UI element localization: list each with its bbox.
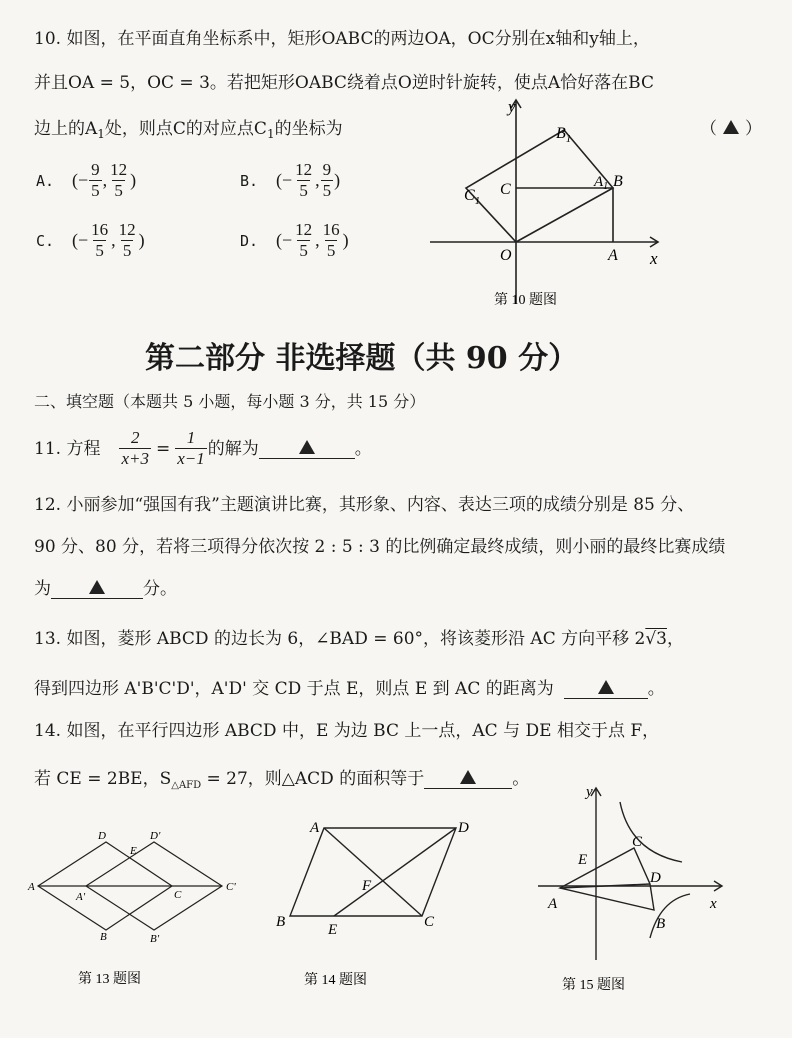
option-sign: (− xyxy=(276,170,293,190)
q12-line1: 12. 小丽参加“强国有我”主题演讲比赛，其形象、内容、表达三项的成绩分别是 85 分、 xyxy=(34,495,695,515)
fraction xyxy=(175,428,207,469)
option-close: ) xyxy=(130,170,137,190)
label-b2: B' xyxy=(150,933,160,945)
paren-open: （ xyxy=(700,119,717,139)
q11 xyxy=(34,428,372,469)
option-close: ) xyxy=(342,230,349,250)
denominator: 5 xyxy=(299,241,308,260)
label-e: E xyxy=(578,852,588,868)
option-sign: (− xyxy=(72,230,89,250)
label-b: B xyxy=(656,916,666,932)
q14-line1: 14. 如图，在平行四边形 ABCD 中，E 为边 BC 上一点，AC 与 DE 相交于点 F， xyxy=(34,721,660,741)
label-y: y xyxy=(508,97,516,116)
q11-suffix: 的解为 xyxy=(207,438,259,459)
option-label: A. xyxy=(36,171,55,190)
label-a1 xyxy=(593,174,608,192)
label-e: E xyxy=(130,845,137,857)
label-c1-sub: 1 xyxy=(474,195,481,207)
figure-10 xyxy=(430,92,670,314)
label-c: C xyxy=(632,834,643,850)
option-close: ) xyxy=(138,230,145,250)
q13-end: 。 xyxy=(647,679,665,699)
fraction xyxy=(321,220,342,261)
q14-text-a: 若 CE = 2BE，S xyxy=(34,769,172,789)
option-label: B. xyxy=(240,171,259,190)
q10-option-a xyxy=(36,160,136,201)
label-x: x xyxy=(650,249,658,268)
label-d: D xyxy=(458,820,469,836)
figure-15-caption: 第 15 题图 xyxy=(562,978,625,993)
q10-answer-paren xyxy=(700,118,762,140)
answer-blank[interactable] xyxy=(259,438,355,459)
fraction xyxy=(293,220,314,261)
label-c: C xyxy=(174,889,182,901)
q10-line2: 并且OA = 5，OC = 3。若把矩形OABC绕着点O逆时针旋转，使点A恰好落在BC xyxy=(34,73,654,93)
q12-prefix: 为 xyxy=(34,579,51,599)
q10-text-b: 处，则点C的对应点C xyxy=(104,119,267,139)
figure-14 xyxy=(270,816,480,996)
label-a1-main: A xyxy=(594,174,604,190)
option-sep: , xyxy=(315,170,320,190)
numerator: 2 xyxy=(130,428,140,447)
q13-line2 xyxy=(34,678,665,700)
segment-ac xyxy=(324,828,422,916)
q10-sub: 1 xyxy=(97,127,105,141)
q10-option-d xyxy=(240,220,349,261)
option-sep: , xyxy=(315,230,320,250)
q14-sub: △AFD xyxy=(171,780,202,791)
q11-end: 。 xyxy=(354,438,372,459)
figure-10-caption: 第 10 题图 xyxy=(494,293,557,308)
label-b: B xyxy=(613,173,623,190)
q11-prefix: 11. 方程 xyxy=(34,438,101,459)
numerator: 16 xyxy=(91,220,109,239)
figure-13-caption: 第 13 题图 xyxy=(78,972,141,987)
label-c: C xyxy=(424,914,435,930)
answer-blank[interactable] xyxy=(564,678,648,699)
denominator: 5 xyxy=(95,241,104,260)
label-c2: C' xyxy=(226,881,236,893)
denominator: x−1 xyxy=(177,449,205,468)
q13-comma: ， xyxy=(666,629,684,649)
numerator: 12 xyxy=(118,220,136,239)
option-sep: , xyxy=(102,170,108,190)
label-a: A xyxy=(28,881,35,893)
denominator: 5 xyxy=(322,181,332,200)
q10-option-b xyxy=(240,160,340,201)
section2-heading: 二、填空题（本题共 5 小题，每小题 3 分，共 15 分） xyxy=(34,392,426,411)
label-f: F xyxy=(362,878,372,894)
fraction xyxy=(89,220,110,261)
denominator: 5 xyxy=(122,241,132,260)
label-d: D xyxy=(650,870,661,886)
q12-line3 xyxy=(34,578,177,600)
option-sign: (− xyxy=(72,170,89,190)
numerator: 1 xyxy=(186,428,196,447)
fraction xyxy=(108,160,129,201)
label-b: B xyxy=(100,931,107,943)
quadrilateral-acdb xyxy=(560,848,654,910)
rect-rotated xyxy=(466,130,613,242)
q12-line2: 90 分、80 分，若将三项得分依次按 2 : 5 : 3 的比例确定最终成绩，则小丽的最终比赛成绩 xyxy=(34,537,726,557)
denominator: 5 xyxy=(91,181,100,200)
blank-triangle-icon xyxy=(723,120,739,134)
numerator: 12 xyxy=(295,160,313,179)
denominator: 5 xyxy=(299,181,308,200)
denominator: 5 xyxy=(326,241,336,260)
label-e: E xyxy=(328,922,338,938)
q10-sub: 1 xyxy=(266,127,275,141)
figure-14-caption: 第 14 题图 xyxy=(304,973,367,988)
option-label: D. xyxy=(240,231,259,250)
q10-text-a: 边上的A xyxy=(34,119,98,139)
fraction xyxy=(117,220,138,261)
blank-triangle-icon xyxy=(598,680,614,694)
equals: = xyxy=(155,438,171,459)
label-a: A xyxy=(608,247,618,264)
label-d: D xyxy=(98,830,106,842)
blank-triangle-icon xyxy=(460,770,476,784)
label-o: O xyxy=(500,247,512,264)
denominator: x+3 xyxy=(121,449,149,468)
q14-text-b: = 27，则△ACD 的面积等于 xyxy=(201,769,425,789)
option-sign: (− xyxy=(276,230,293,250)
label-a2: A' xyxy=(76,891,86,903)
label-b: B xyxy=(276,914,286,930)
q13-sqrt: √3 xyxy=(645,629,667,649)
fraction xyxy=(119,428,151,469)
label-b1-main: B xyxy=(556,125,566,142)
fraction xyxy=(89,160,102,201)
label-c1 xyxy=(464,187,480,207)
q13-text: 13. 如图，菱形 ABCD 的边长为 6，∠BAD = 60°，将该菱形沿 AC 方向平移 2 xyxy=(34,629,646,649)
q10-line1: 10. 如图，在平面直角坐标系中，矩形OABC的两边OA，OC分别在x轴和y轴上， xyxy=(34,29,650,49)
numerator: 16 xyxy=(322,220,340,239)
label-d2: D' xyxy=(150,830,161,842)
hyperbola-branch-upper xyxy=(620,802,682,862)
label-a: A xyxy=(310,820,320,836)
option-sep: , xyxy=(111,230,116,250)
fraction xyxy=(321,160,334,201)
figure-13 xyxy=(26,828,256,998)
q14-line2 xyxy=(34,768,529,797)
label-b1 xyxy=(556,125,571,145)
option-label: C. xyxy=(36,231,55,250)
answer-blank[interactable] xyxy=(424,768,512,789)
paren-close: ） xyxy=(745,119,762,139)
q13-text2: 得到四边形 A'B'C'D'，A'D' 交 CD 于点 E，则点 E 到 AC 的距离为 xyxy=(34,679,554,699)
label-c: C xyxy=(500,181,511,198)
q10-text-c: 的坐标为 xyxy=(274,119,343,139)
part2-title: 第二部分 非选择题（共 90 分） xyxy=(145,341,579,376)
label-x: x xyxy=(710,896,717,912)
denominator: 5 xyxy=(114,181,123,200)
option-close: ) xyxy=(334,170,341,190)
fraction xyxy=(293,160,314,201)
numerator: 9 xyxy=(322,160,332,179)
q10-line3 xyxy=(34,118,343,145)
blank-triangle-icon xyxy=(299,440,315,454)
numerator: 12 xyxy=(110,160,128,179)
figure-15 xyxy=(532,778,738,1000)
q14-end: 。 xyxy=(512,769,530,789)
label-a: A xyxy=(548,896,558,912)
numerator: 12 xyxy=(295,220,313,239)
answer-blank[interactable] xyxy=(51,578,143,599)
numerator: 9 xyxy=(91,160,100,179)
segment-de xyxy=(334,828,456,916)
q12-suffix: 分。 xyxy=(143,579,177,599)
label-b1-sub: 1 xyxy=(565,133,572,145)
label-a1-sub: 1 xyxy=(603,181,609,192)
q13-line1 xyxy=(34,628,684,650)
label-y: y xyxy=(586,784,593,800)
blank-triangle-icon xyxy=(89,580,105,594)
q10-option-c xyxy=(36,220,145,261)
label-c1-main: C xyxy=(464,187,475,204)
